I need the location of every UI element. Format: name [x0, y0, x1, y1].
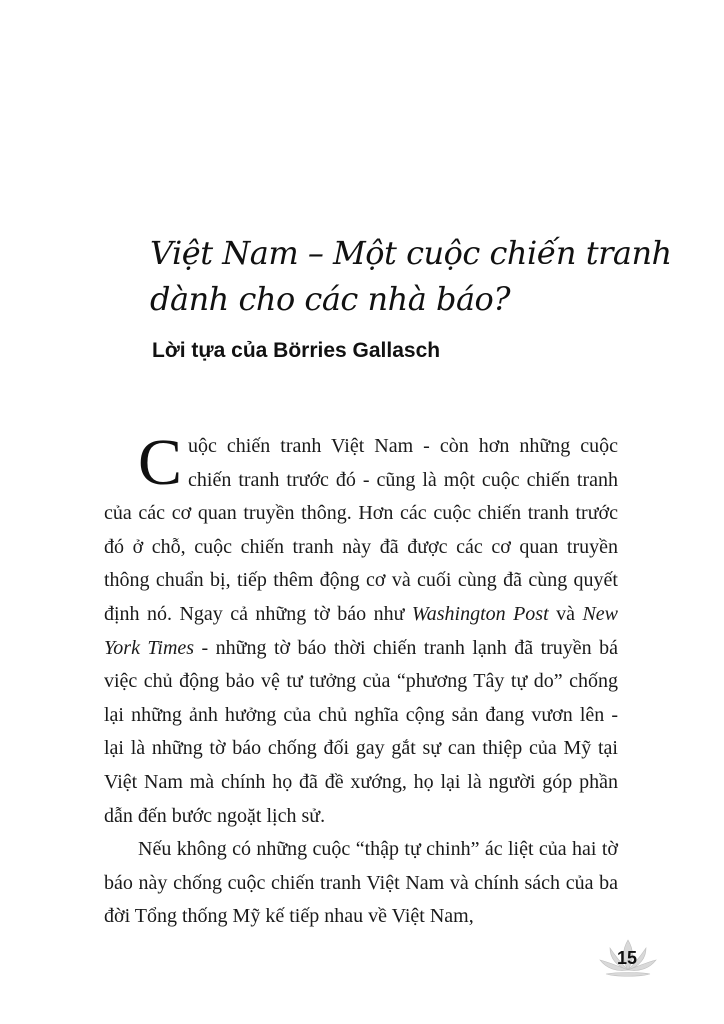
- chapter-title-line-1: Việt Nam – Một cuộc chiến tranh: [150, 234, 672, 272]
- paragraph-2: Nếu không có những cuộc “thập tự chinh” ác liệt của hai tờ báo này chống cuộc chiến tranh Việt Nam và chính sách của ba đời Tổng thống Mỹ kế tiếp nhau về Việt Nam,: [104, 838, 618, 928]
- preface-subtitle: Lời tựa của Börries Gallasch: [152, 339, 441, 362]
- page-number: 15: [616, 948, 638, 968]
- body-text: [104, 426, 618, 934]
- paragraph-1-text-b: và: [548, 602, 583, 625]
- paragraph-1-text-a: uộc chiến tranh Việt Nam - còn hơn những cuộc chiến tranh trước đó - cũng là một cuộc chiến tranh của các cơ quan truyền thông. Hơn các cuộc chiến tranh trước đó ở chỗ, cuộc chiến tranh này đã được các cơ quan truyền thông chuẩn bị, tiếp thêm động cơ và cuối cùng đã cùng quyết định nó. Ngay cả những tờ báo như: [104, 435, 618, 625]
- drop-cap: C: [138, 426, 183, 499]
- paragraph-1-italic-2: New York Times: [104, 602, 618, 659]
- chapter-title-line-2: dành cho các nhà báo?: [150, 280, 510, 318]
- chapter-title: [150, 230, 672, 322]
- paragraph-1-text-c: - những tờ báo thời chiến tranh lạnh đã truyền bá việc chủ động bảo vệ tư tưởng của “phương Tây tự do” chống lại những ảnh hưởng của chủ nghĩa cộng sản đang vươn lên - lại là những tờ báo chống đối gay gắt sự can thiệp của Mỹ tại Việt Nam mà chính họ đã đề xướng, họ lại là người góp phần dẫn đến bước ngoặt lịch sử.: [104, 636, 618, 827]
- paragraph-1-italic-1: Washington Post: [411, 602, 549, 625]
- paragraph-1: [104, 426, 618, 833]
